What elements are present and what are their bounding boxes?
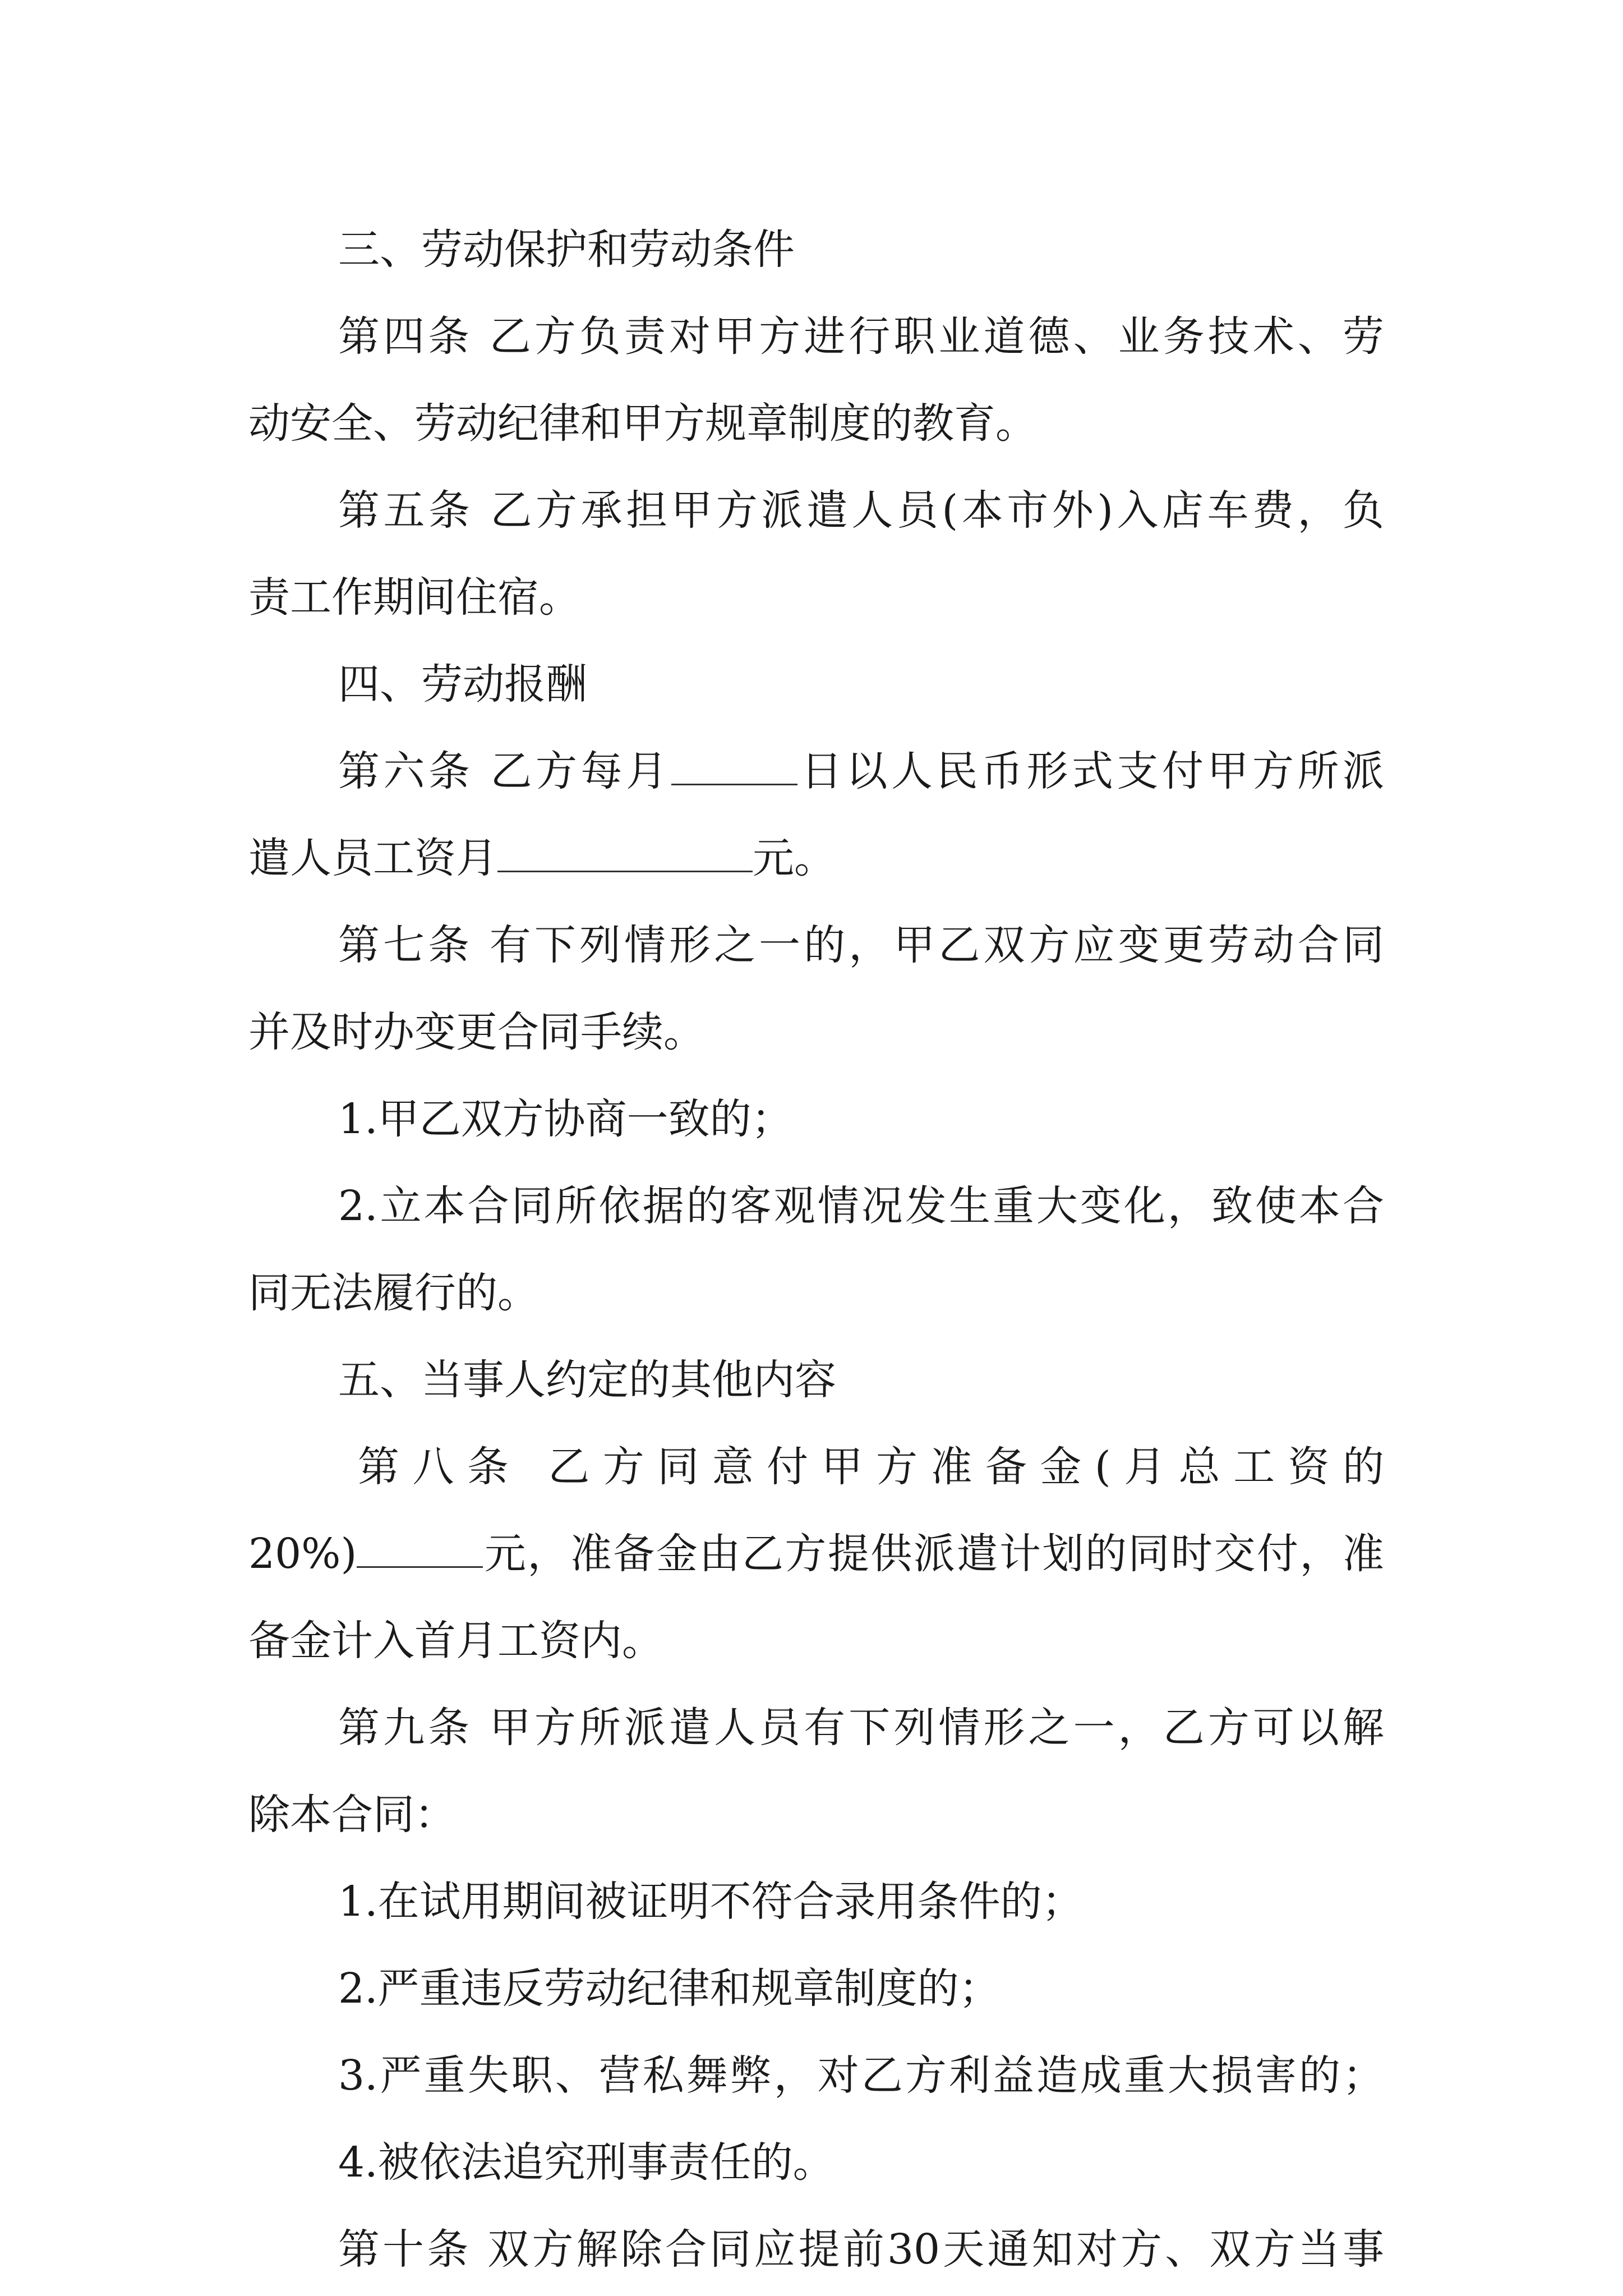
article-6-text-b: 日以人民币形式支付甲方所派: [797, 747, 1384, 795]
section-heading-5: 五、当事人约定的其他内容: [338, 1356, 836, 1404]
fill-blank-pay-day: [671, 735, 797, 785]
fill-blank-reserve-amount: [357, 1518, 483, 1568]
article-9-item-1: 1.在试用期间被证明不符合录用条件的；: [338, 1878, 1083, 1926]
article-7-line-1: 第七条 有下列情形之一的，甲乙双方应变更劳动合同: [338, 921, 1384, 969]
fill-blank-monthly-wage: [497, 822, 753, 872]
article-4-line-1: 第四条 乙方负责对甲方进行职业道德、业务技术、劳: [338, 312, 1384, 361]
article-6-line-1: [248, 728, 1384, 815]
document-body: [248, 206, 1384, 2293]
article-7-line-2: 并及时办变更合同手续。: [248, 1008, 705, 1056]
article-10-line-1: 第十条 双方解除合同应提前30天通知对方、双方当事: [338, 2225, 1384, 2274]
article-7-item-2-line-2: 同无法履行的。: [248, 1269, 539, 1317]
article-4-line-2: 动安全、劳动纪律和甲方规章制度的教育。: [248, 399, 1037, 448]
article-8-line-3: 备金计入首月工资内。: [248, 1617, 663, 1665]
article-5-line-2: 责工作期间住宿。: [248, 573, 580, 622]
section-heading-4: 四、劳动报酬: [338, 660, 587, 708]
article-9-item-4: 4.被依法追究刑事责任的。: [338, 2138, 834, 2187]
article-9-line-2: 除本合同：: [248, 1791, 456, 1839]
article-8-line-1: 第八条 乙方同意付甲方准备金(月总工资的: [358, 1443, 1384, 1491]
article-7-item-1: 1.甲乙双方协商一致的；: [338, 1095, 793, 1143]
article-5-line-1: 第五条 乙方承担甲方派遣人员(本市外)入店车费，负: [338, 486, 1384, 535]
article-9-item-3: 3.严重失职、营私舞弊，对乙方利益造成重大损害的；: [338, 2051, 1384, 2100]
article-6-text-c: 遣人员工资月: [248, 834, 497, 882]
article-8-text-b: 元，准备金由乙方提供派遣计划的同时交付，准: [483, 1530, 1384, 1578]
article-8-text-a: 20%): [248, 1530, 357, 1578]
article-7-item-2-line-1: 2.立本合同所依据的客观情况发生重大变化，致使本合: [338, 1182, 1384, 1230]
article-9-item-2: 2.严重违反劳动纪律和规章制度的；: [338, 1964, 1000, 2013]
article-6-text-a: 第六条 乙方每月: [338, 747, 671, 795]
article-6-text-d: 元。: [753, 834, 836, 882]
article-8-line-2: [248, 1511, 1384, 1598]
article-9-line-1: 第九条 甲方所派遣人员有下列情形之一，乙方可以解: [338, 1704, 1384, 1752]
article-6-line-2: [248, 815, 1384, 902]
section-heading-3: 三、劳动保护和劳动条件: [338, 226, 795, 274]
